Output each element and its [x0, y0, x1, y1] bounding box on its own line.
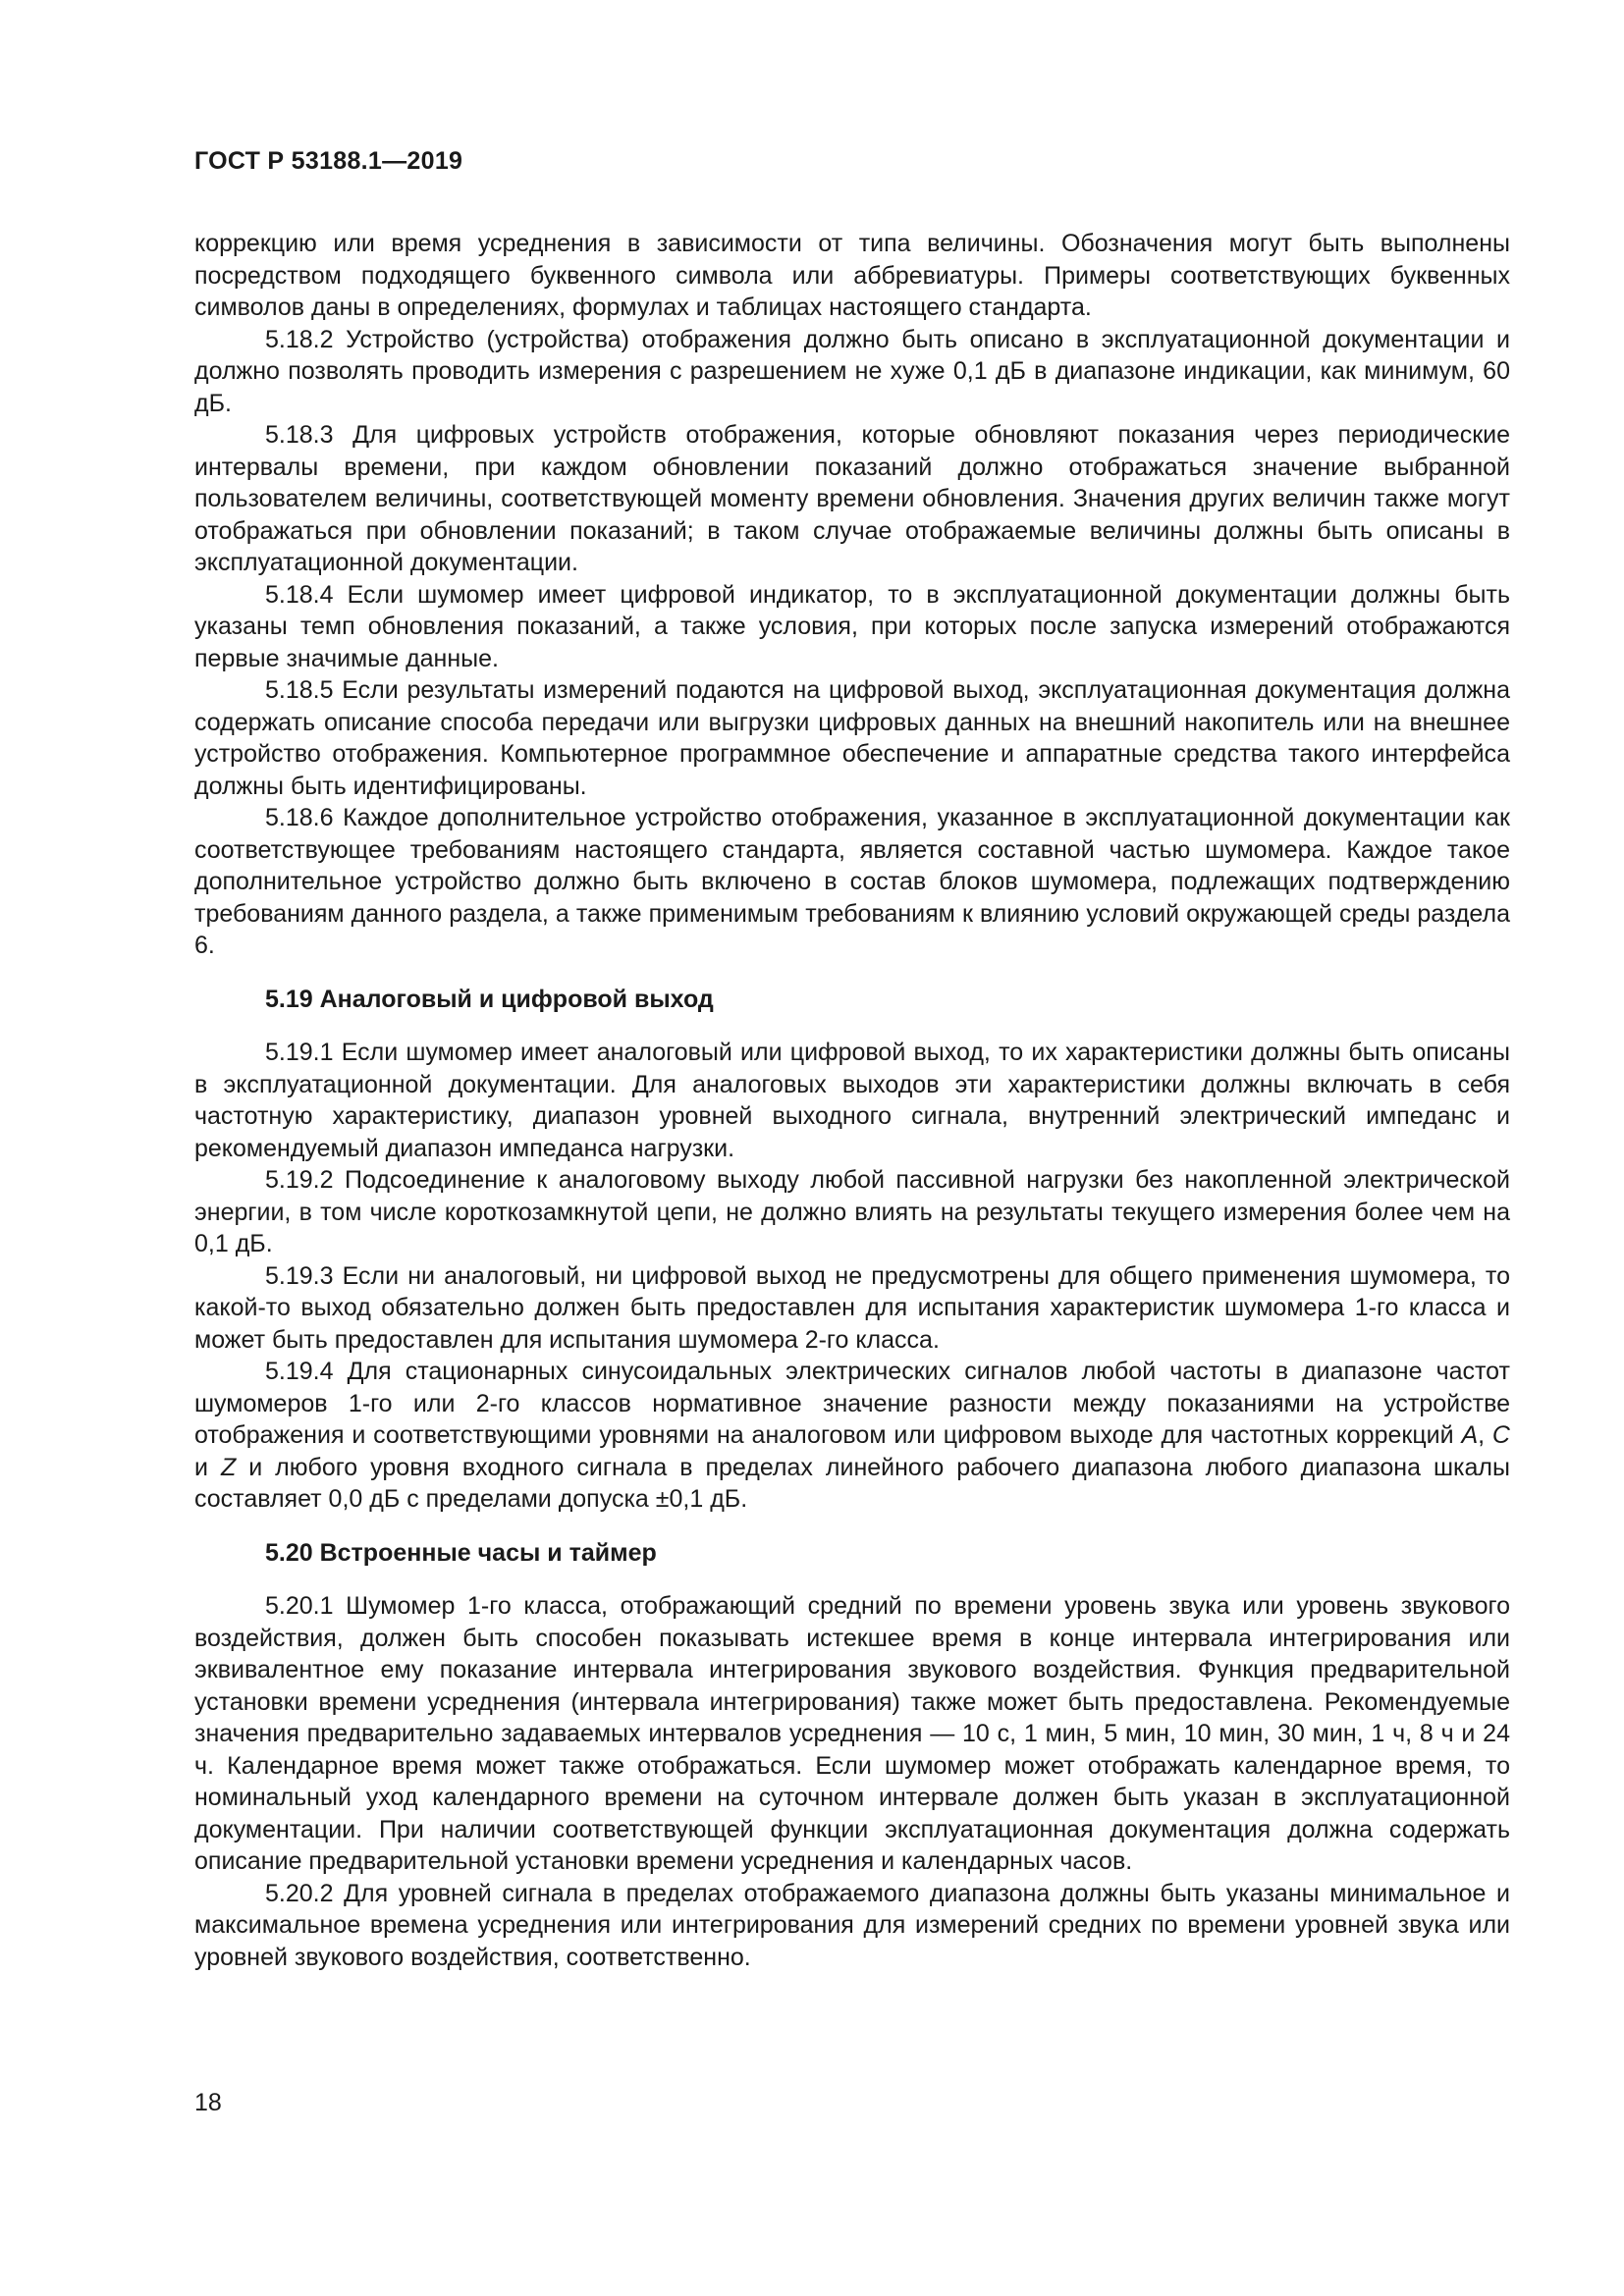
paragraph-5-19-3: 5.19.3 Если ни аналоговый, ни цифровой выход не предусмотрены для общего применения шумомера, то какой-то выход обязательно должен быть предоставлен для испытания характеристик шумомера 1-го класса и может быть предоставлен для испытания шумомера 2-го класса.: [194, 1261, 1510, 1354]
correction-a-symbol: A: [1461, 1421, 1479, 1449]
paragraph-5-19-1: 5.19.1 Если шумомер имеет аналоговый или цифровой выход, то их характеристики должны быть описаны в эксплуатационной документации. Для аналоговых выходов эти характеристики должны включать в себя частотную характеристику, диапазон уровней выходного сигнала, внутренний электрический импеданс и рекомендуемый диапазон импеданса нагрузки.: [194, 1039, 1510, 1162]
paragraph-5-20-2: 5.20.2 Для уровней сигнала в пределах отображаемого диапазона должны быть указаны минимальное и максимальное времена усреднения или интегрирования для измерений средних по времени уровней звука или уровней звукового воздействия, соответственно.: [194, 1879, 1510, 1971]
paragraph-5-18-6: 5.18.6 Каждое дополнительное устройство отображения, указанное в эксплуатационной документации как соответствующее требованиям настоящего стандарта, является составной частью шумомера. Каждое такое дополнительное устройство должно быть включено в состав блоков шумомера, подлежащих подтверждению требованиям данного раздела, а также применимым требованиям к влиянию условий окружающей среды раздела 6.: [194, 804, 1510, 959]
correction-z-symbol: Z: [220, 1453, 237, 1481]
conjunction-and: и: [194, 1453, 221, 1481]
document-code-header: ГОСТ Р 53188.1—2019: [194, 147, 463, 175]
paragraph-5-18-4: 5.18.4 Если шумомер имеет цифровой индикатор, то в эксплуатационной документации должны быть указаны темп обновления показаний, а также условия, при которых после запуска измерений отображаются первые значимые данные.: [194, 580, 1510, 672]
correction-c-symbol: C: [1491, 1421, 1510, 1449]
paragraph-5-18-2: 5.18.2 Устройство (устройства) отображения должно быть описано в эксплуатационной документации и должно позволять проводить измерения с разрешением не хуже 0,1 дБ в диапазоне индикации, как минимум, 60 дБ.: [194, 325, 1510, 417]
paragraph-5-19-4-part-a: 5.19.4 Для стационарных синусоидальных электрических сигналов любой частоты в диапазоне частот шумомеров 1-го или 2-го классов нормативное значение разности между показаниями на устройстве отображения и соответствующими уровнями на аналоговом или цифровом выходе для частотных коррекций: [194, 1358, 1510, 1449]
page-number: 18: [194, 2089, 222, 2116]
paragraph-5-19-2: 5.19.2 Подсоединение к аналоговому выходу любой пассивной нагрузки без накопленной электрической энергии, в том числе короткозамкнутой цепи, не должно влиять на результаты текущего измерения более чем на 0,1 дБ.: [194, 1166, 1510, 1257]
paragraph-continuation: коррекцию или время усреднения в зависимости от типа величины. Обозначения могут быть выполнены посредством подходящего буквенного символа или аббревиатуры. Примеры соответствующих буквенных символов даны в определениях, формулах и таблицах настоящего стандарта.: [194, 230, 1510, 321]
separator-comma: ,: [1478, 1421, 1492, 1449]
paragraph-5-20-1: 5.20.1 Шумомер 1-го класса, отображающий средний по времени уровень звука или уровень звукового воздействия, должен быть способен показывать истекшее время в конце интервала интегрирования или эквивалентное ему показание интервала интегрирования звукового воздействия. Функция предварительной установки времени усреднения (интервала интегрирования) также может быть предоставлена. Рекомендуемые значения предварительно задаваемых интервалов усреднения — 10 с, 1 мин, 5 мин, 10 мин, 30 мин, 1 ч, 8 ч и 24 ч. Календарное время может также отображаться. Если шумомер может отображать календарное время, то номинальный уход календарного времени на суточном интервале должен быть указан в эксплуатационной документации. При наличии соответствующей функции эксплуатационная документация должна содержать описание предварительной установки времени усреднения и календарных часов.: [194, 1592, 1510, 1875]
paragraph-5-19-4: [194, 1356, 1510, 1516]
document-body: [194, 228, 1510, 1973]
section-heading-5-19: 5.19 Аналоговый и цифровой выход: [265, 985, 714, 1013]
paragraph-5-19-4-part-b: и любого уровня входного сигнала в пределах линейного рабочего диапазона любого диапазона шкалы составляет 0,0 дБ с пределами допуска ±0,1 дБ.: [194, 1453, 1510, 1513]
paragraph-5-18-5: 5.18.5 Если результаты измерений подаются на цифровой выход, эксплуатационная документация должна содержать описание способа передачи или выгрузки цифровых данных на внешний накопитель или на внешнее устройство отображения. Компьютерное программное обеспечение и аппаратные средства такого интерфейса должны быть идентифицированы.: [194, 676, 1510, 800]
paragraph-5-18-3: 5.18.3 Для цифровых устройств отображения, которые обновляют показания через периодические интервалы времени, при каждом обновлении показаний должно отображаться значение выбранной пользователем величины, соответствующей моменту времени обновления. Значения других величин также могут отображаться при обновлении показаний; в таком случае отображаемые величины должны быть описаны в эксплуатационной документации.: [194, 421, 1510, 576]
section-heading-5-20: 5.20 Встроенные часы и таймер: [265, 1538, 657, 1567]
